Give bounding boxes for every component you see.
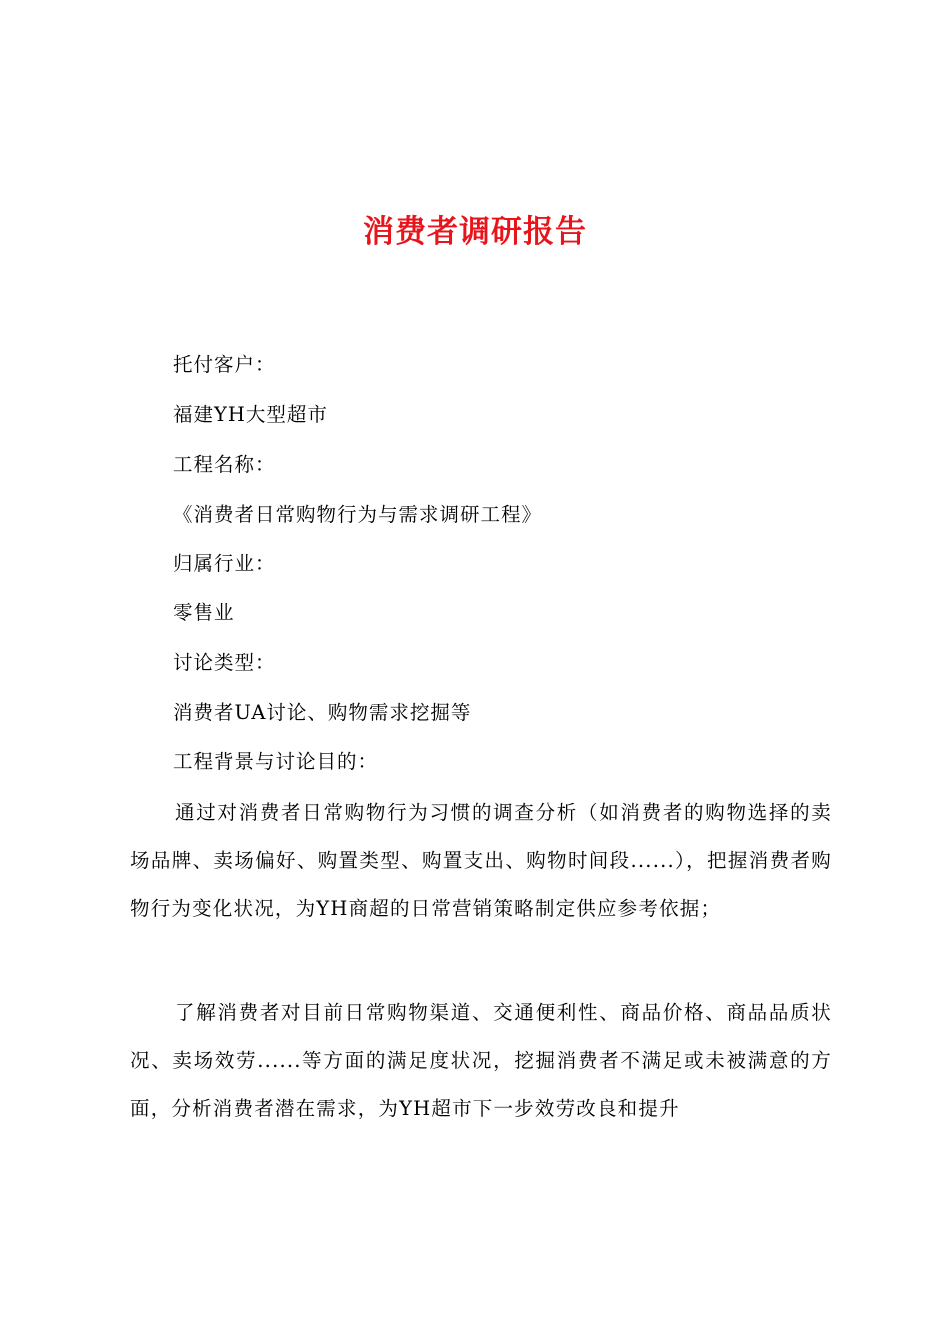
section-heading: 工程背景与讨论目的： (173, 750, 379, 773)
field-label-client: 托付客户： (173, 353, 276, 376)
field-value-research-type: 消费者UA讨论、购物需求挖掘等 (173, 701, 472, 724)
paragraph-objectives: 了解消费者对目前日常购物渠道、交通便利性、商品价格、商品品质状况、卖场效劳......等方面的满足度状况，挖掘消费者不满足或未被满意的方面，分析消费者潜在需求，为YH超市下一步效劳改良和提升 (130, 1001, 832, 1120)
field-value-industry: 零售业 (173, 601, 235, 624)
field-value-client: 福建YH大型超市 (173, 403, 328, 426)
field-label-research-type: 讨论类型： (173, 651, 276, 674)
field-label-industry: 归属行业： (173, 552, 276, 575)
paragraph-background: 通过对消费者日常购物行为习惯的调查分析（如消费者的购物选择的卖场品牌、卖场偏好、购置类型、购置支出、购物时间段......），把握消费者购物行为变化状况，为YH商超的日常营销策略制定供应参考依据； (130, 801, 832, 920)
field-value-project-name: 《消费者日常购物行为与需求调研工程》 (173, 503, 543, 526)
document-title: 消费者调研报告 (363, 214, 587, 250)
field-label-project-name: 工程名称： (173, 453, 276, 476)
